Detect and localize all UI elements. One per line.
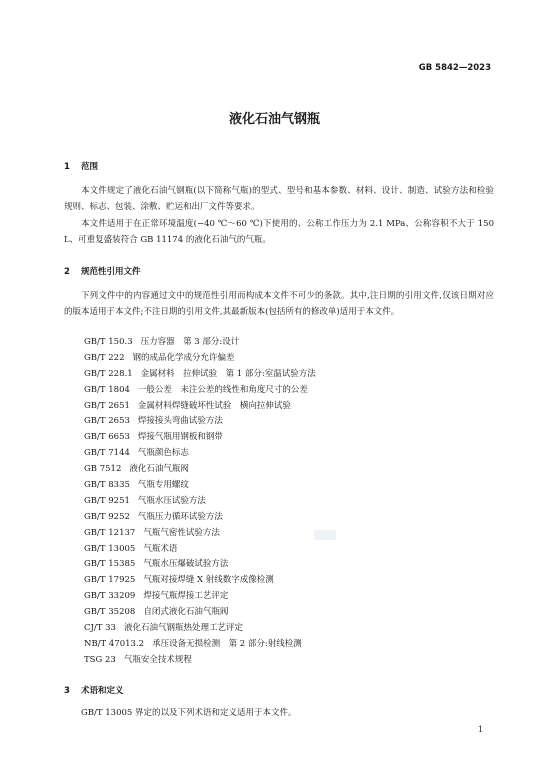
reference-code: GB/T 1804 [84, 384, 130, 395]
reference-item [84, 494, 316, 510]
reference-code: GB/T 7144 [84, 448, 130, 459]
reference-title: 液化石油气钢瓶热处理工艺评定 [123, 623, 243, 634]
reference-code: GB/T 222 [84, 352, 125, 363]
scope-paragraph-2: 本文件适用于在正常环境温度(−40 ℃～60 ℃)下使用的、公称工作压力为 2.1 MPa、公称容积不大于 150 L、可重复盛装符合 GB 11174 的液化石油气的气瓶。 [64, 219, 494, 245]
reference-title: 气瓶对接焊缝 X 射线数字成像检测 [143, 575, 274, 586]
terms-paragraph: GB/T 13005 界定的以及下列术语和定义适用于本文件。 [81, 708, 297, 718]
reference-item [84, 510, 316, 526]
reference-code: TSG 23 [84, 654, 116, 665]
reference-code: GB/T 8335 [84, 480, 130, 491]
reference-title: 钢的成品化学成分允许偏差 [132, 352, 235, 363]
reference-code: GB/T 17925 [84, 575, 136, 586]
reference-item [84, 462, 316, 478]
section-number: 3 [64, 686, 70, 696]
section-title: 规范性引用文件 [81, 267, 141, 277]
reference-code: GB/T 13005 [84, 543, 136, 554]
section-number: 1 [64, 162, 70, 172]
references-intro: 下列文件中的内容通过文中的规范性引用而构成本文件不可少的条款。其中,注日期的引用文件,仅该日期对应的版本适用于本文件;不注日期的引用文件,其最新版本(包括所有的修改单)适用于本文件。 [64, 291, 494, 317]
reference-item [84, 637, 316, 653]
reference-title: 气瓶颜色标志 [137, 448, 189, 459]
reference-title: 金属材料 拉伸试验 第 1 部分:室温试验方法 [140, 368, 316, 379]
reference-item [84, 557, 316, 573]
reference-code: GB/T 33209 [84, 591, 136, 602]
reference-item [84, 542, 316, 558]
reference-item [84, 335, 316, 351]
reference-title: 金属材料焊缝破坏性试验 横向拉伸试验 [137, 400, 291, 411]
reference-title: 压力容器 第 3 部分:设计 [140, 337, 240, 347]
reference-code: GB/T 12137 [84, 527, 136, 538]
reference-code: GB/T 15385 [84, 559, 136, 570]
reference-item [84, 573, 316, 589]
reference-title: 自闭式液化石油气瓶阀 [143, 607, 229, 618]
reference-title: 气瓶术语 [143, 543, 178, 554]
reference-item [84, 589, 316, 605]
reference-code: CJ/T 33 [84, 623, 116, 634]
reference-item [84, 621, 316, 637]
page-number: 1 [477, 725, 483, 734]
reference-item [84, 399, 316, 415]
section-title: 术语和定义 [81, 686, 124, 696]
reference-code: GB/T 9251 [84, 495, 130, 506]
reference-title: 焊接接头弯曲试验方法 [137, 416, 223, 427]
reference-title: 焊接气瓶用钢板和钢带 [137, 432, 223, 443]
reference-code: GB/T 150.3 [84, 337, 133, 347]
reference-code: GB/T 9252 [84, 511, 130, 522]
reference-code: GB/T 6653 [84, 432, 130, 443]
section-heading-terms [64, 684, 124, 696]
reference-item [84, 383, 316, 399]
reference-code: GB/T 35208 [84, 607, 136, 618]
reference-title: 气瓶气密性试验方法 [143, 527, 220, 538]
standard-number: GB 5842—2023 [418, 63, 491, 73]
reference-item [84, 414, 316, 430]
reference-title: 焊接气瓶焊接工艺评定 [143, 591, 229, 602]
reference-item [84, 446, 316, 462]
reference-title: 气瓶水压爆破试验方法 [143, 559, 229, 570]
reference-item [84, 351, 316, 367]
watermark-mark [314, 530, 336, 540]
reference-item [84, 526, 316, 542]
reference-title: 一般公差 未注公差的线性和角度尺寸的公差 [137, 384, 308, 395]
reference-title: 液化石油气瓶阀 [129, 464, 189, 475]
reference-code: NB/T 47013.2 [84, 638, 145, 649]
reference-title: 气瓶专用螺纹 [137, 480, 189, 491]
reference-title: 气瓶水压试验方法 [137, 495, 206, 506]
reference-title: 气瓶安全技术规程 [123, 654, 192, 665]
document-title: 液化石油气钢瓶 [228, 112, 320, 127]
section-number: 2 [64, 267, 70, 277]
reference-item [84, 430, 316, 446]
reference-item [84, 478, 316, 494]
reference-code: GB/T 2653 [84, 416, 130, 427]
section-title: 范围 [81, 162, 99, 172]
reference-list [84, 335, 316, 669]
reference-item [84, 653, 316, 669]
reference-item [84, 367, 316, 383]
reference-code: GB 7512 [84, 464, 122, 475]
reference-title: 气瓶压力循环试验方法 [137, 511, 223, 522]
reference-title: 承压设备无损检测 第 2 部分:射线检测 [152, 638, 302, 649]
section-heading-references [64, 265, 141, 277]
reference-code: GB/T 2651 [84, 400, 130, 411]
reference-item [84, 605, 316, 621]
section-heading-scope [64, 160, 98, 172]
scope-paragraph-1: 本文件规定了液化石油气钢瓶(以下简称气瓶)的型式、型号和基本参数、材料、设计、制造、试验方法和检验规则、标志、包装、涂敷、贮运和出厂文件等要求。 [64, 186, 494, 212]
reference-code: GB/T 228.1 [84, 368, 133, 379]
